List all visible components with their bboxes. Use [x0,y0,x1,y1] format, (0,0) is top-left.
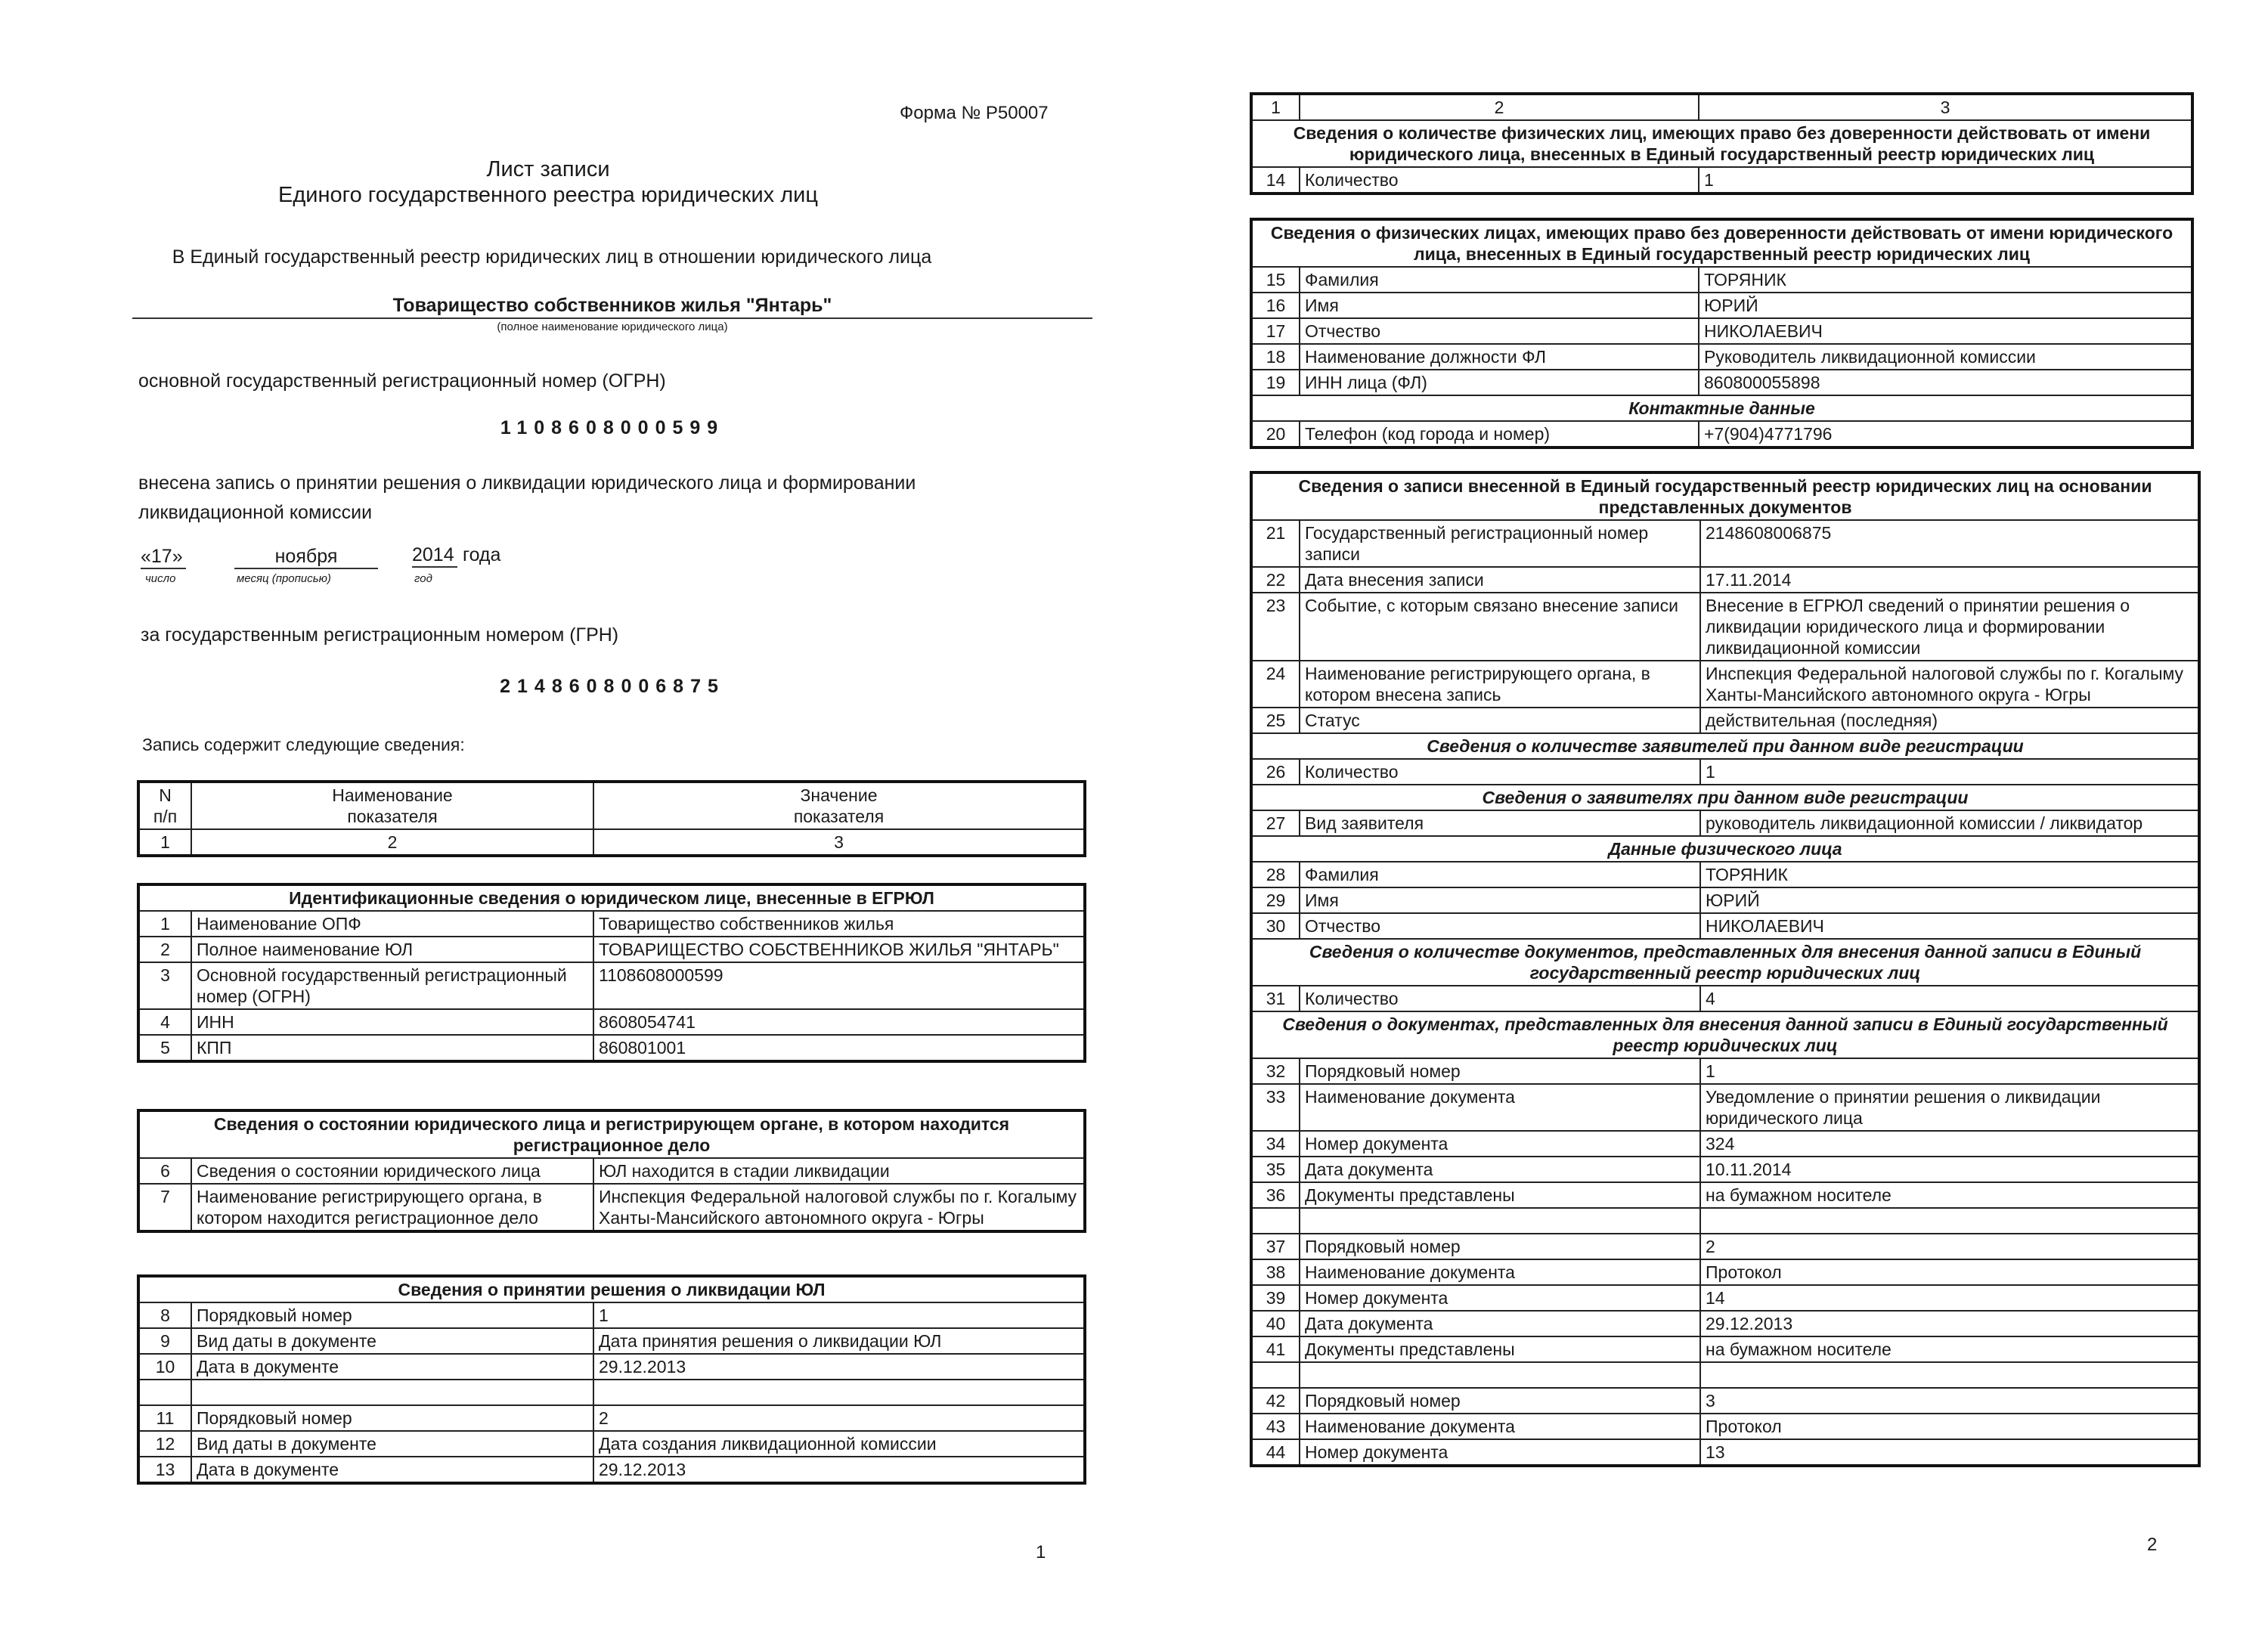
date-month: ноября [234,546,378,569]
row-number: 31 [1251,986,1300,1011]
row-name: Сведения о состоянии юридического лица [191,1158,593,1184]
table-row [1251,421,2192,448]
table-row [1251,1058,2199,1084]
row-name: Событие, с которым связано внесение записи [1300,593,1700,661]
row-number: 11 [138,1405,191,1431]
row-value: Дата принятия решения о ликвидации ЮЛ [593,1328,1085,1354]
row-value: ТОВАРИЩЕСТВО СОБСТВЕННИКОВ ЖИЛЬЯ "ЯНТАРЬ" [593,937,1085,962]
row-name: Количество [1300,986,1700,1011]
row-name: Порядковый номер [1300,1058,1700,1084]
row-value: 1 [1700,759,2199,785]
header-number: 2 [1300,94,1699,120]
row-value: 1 [1700,1058,2199,1084]
row-name: Наименование ОПФ [191,911,593,937]
row-value: 1108608000599 [593,962,1085,1009]
date-day: «17» [141,546,186,569]
row-value: 1 [1699,167,2192,194]
table-row [1251,1131,2199,1157]
row-number: 3 [138,962,191,1009]
row-number: 4 [138,1009,191,1035]
table-row [138,1457,1085,1483]
row-name: Дата в документе [191,1354,593,1380]
row-number: 6 [138,1158,191,1184]
row-number: 9 [138,1328,191,1354]
table-row [1251,344,2192,370]
table-row [138,1035,1085,1061]
row-name: Фамилия [1300,862,1700,887]
row-number: 28 [1251,862,1300,887]
table-row [138,1184,1085,1231]
row-number: 7 [138,1184,191,1231]
blank-row [1251,1362,2199,1388]
row-name: Телефон (код города и номер) [1300,421,1699,448]
row-name: Дата внесения записи [1300,567,1700,593]
section-title-row [1251,733,2199,759]
row-value: Протокол [1700,1259,2199,1285]
blank-cell [1251,1362,1300,1388]
table-row [1251,167,2192,194]
table-row [138,962,1085,1009]
table-row [1251,293,2192,318]
table-row [1251,1182,2199,1208]
row-value: руководитель ликвидационной комиссии / ликвидатор [1700,810,2199,836]
section-title: Контактные данные [1251,395,2192,421]
row-value: 1 [593,1302,1085,1328]
title-line-1: Лист записи [486,157,610,181]
row-name: Порядковый номер [1300,1388,1700,1414]
row-value: Дата создания ликвидационной комиссии [593,1431,1085,1457]
row-number: 1 [138,911,191,937]
row-name: Документы представлены [1300,1182,1700,1208]
row-number: 24 [1251,661,1300,708]
row-name: Фамилия [1300,267,1699,293]
header-number: 1 [1251,94,1300,120]
table-row [1251,520,2199,567]
count-table [1250,92,2194,195]
date-year-suffix: года [463,544,501,565]
row-value: Протокол [1700,1414,2199,1439]
blank-cell [1700,1208,2199,1234]
row-name: Дата в документе [191,1457,593,1483]
date-day-caption: число [145,572,176,585]
table-row [1251,318,2192,344]
row-number: 17 [1251,318,1300,344]
table-row [1251,708,2199,733]
row-number: 27 [1251,810,1300,836]
row-value: Руководитель ликвидационной комиссии [1699,344,2192,370]
table-row [1251,862,2199,887]
row-number: 23 [1251,593,1300,661]
row-number: 22 [1251,567,1300,593]
row-name: Наименование должности ФЛ [1300,344,1699,370]
table-row [1251,1336,2199,1362]
row-value: ЮРИЙ [1700,887,2199,913]
section-title: Сведения о физических лицах, имеющих право без доверенности действовать от имени юридического лица, внесенных в Единый государственный реестр юридических лиц [1251,219,2192,267]
blank-cell [138,1380,191,1405]
row-name: Вид даты в документе [191,1328,593,1354]
table-row [1251,567,2199,593]
header-number: 3 [593,829,1085,856]
row-number: 38 [1251,1259,1300,1285]
table-row [1251,267,2192,293]
row-value: НИКОЛАЕВИЧ [1699,318,2192,344]
row-value: 29.12.2013 [593,1457,1085,1483]
row-value: 10.11.2014 [1700,1157,2199,1182]
row-value: 13 [1700,1439,2199,1466]
table-row [1251,1234,2199,1259]
row-number: 30 [1251,913,1300,939]
row-number: 40 [1251,1311,1300,1336]
row-value: 324 [1700,1131,2199,1157]
row-name: Государственный регистрационный номер записи [1300,520,1700,567]
table-row [1251,661,2199,708]
page-number: 2 [2147,1535,2158,1555]
row-name: ИНН [191,1009,593,1035]
section-title-row [1251,1011,2199,1058]
date-year: 2014 [412,544,457,568]
header-cell: N п/п [138,782,191,829]
row-name: Наименование регистрирующего органа, в котором находится регистрационное дело [191,1184,593,1231]
row-value: действительная (последняя) [1700,708,2199,733]
row-name: Имя [1300,887,1700,913]
table-row [138,911,1085,937]
row-value: 8608054741 [593,1009,1085,1035]
row-number: 18 [1251,344,1300,370]
row-number: 43 [1251,1414,1300,1439]
row-value: ТОРЯНИК [1699,267,2192,293]
contains-text: Запись содержит следующие сведения: [142,735,465,754]
grn-label: за государственным регистрационным номером (ГРН) [141,624,619,646]
header-number-row [138,829,1085,856]
section-title-row [1251,395,2192,421]
row-name: Дата документа [1300,1157,1700,1182]
row-number: 41 [1251,1336,1300,1362]
row-name: Порядковый номер [191,1405,593,1431]
blank-cell [1300,1362,1700,1388]
row-name: Порядковый номер [191,1302,593,1328]
row-name: Наименование документа [1300,1414,1700,1439]
record-text-line-1: внесена запись о принятии решения о ликвидации юридического лица и формировании [138,472,916,494]
row-name: Имя [1300,293,1699,318]
row-name: Вид даты в документе [191,1431,593,1457]
row-number: 12 [138,1431,191,1457]
row-value: 17.11.2014 [1700,567,2199,593]
section-title: Сведения о состоянии юридического лица и регистрирующем органе, в котором находится регистрационное дело [138,1110,1085,1158]
row-number: 20 [1251,421,1300,448]
table-row [138,1302,1085,1328]
row-number: 35 [1251,1157,1300,1182]
header-number-row [1251,94,2192,120]
row-name: Дата документа [1300,1311,1700,1336]
row-number: 42 [1251,1388,1300,1414]
row-number: 25 [1251,708,1300,733]
row-name: Отчество [1300,913,1700,939]
blank-row [1251,1208,2199,1234]
row-number: 16 [1251,293,1300,318]
row-number: 39 [1251,1285,1300,1311]
header-cell: Значение показателя [593,782,1085,829]
row-value: +7(904)4771796 [1699,421,2192,448]
section-title-row [1251,472,2199,520]
form-number: Форма № Р50007 [900,103,1049,123]
page-2 [1134,0,2268,1629]
ident-table [137,883,1086,1063]
section-title-row [1251,120,2192,167]
row-number: 2 [138,937,191,962]
row-value: ЮЛ находится в стадии ликвидации [593,1158,1085,1184]
row-number: 5 [138,1035,191,1061]
row-name: Номер документа [1300,1131,1700,1157]
section-title-row [1251,785,2199,810]
header-number: 1 [138,829,191,856]
table-row [1251,1439,2199,1466]
blank-cell [593,1380,1085,1405]
decision-table [137,1274,1086,1485]
row-name: Номер документа [1300,1439,1700,1466]
row-number: 34 [1251,1131,1300,1157]
row-value: на бумажном носителе [1700,1182,2199,1208]
row-name: Порядковый номер [1300,1234,1700,1259]
row-number: 19 [1251,370,1300,395]
row-value: Товарищество собственников жилья [593,911,1085,937]
row-name: Основной государственный регистрационный номер (ОГРН) [191,962,593,1009]
row-value: 14 [1700,1285,2199,1311]
row-number: 32 [1251,1058,1300,1084]
row-name: Наименование регистрирующего органа, в котором внесена запись [1300,661,1700,708]
row-name: Полное наименование ЮЛ [191,937,593,962]
table-row [1251,759,2199,785]
section-title-row [138,1110,1085,1158]
row-number: 36 [1251,1182,1300,1208]
blank-row [138,1380,1085,1405]
row-value: 860800055898 [1699,370,2192,395]
row-value: Инспекция Федеральной налоговой службы по г. Когалыму Ханты-Мансийского автономного округа - Югры [1700,661,2199,708]
table-row [1251,1157,2199,1182]
row-name: Номер документа [1300,1285,1700,1311]
section-title-row [138,1276,1085,1302]
row-value: НИКОЛАЕВИЧ [1700,913,2199,939]
row-value: на бумажном носителе [1700,1336,2199,1362]
row-value: 29.12.2013 [1700,1311,2199,1336]
row-number: 14 [1251,167,1300,194]
title-line-2: Единого государственного реестра юридических лиц [278,183,818,207]
page-number: 1 [1036,1542,1046,1562]
section-title-row [138,884,1085,911]
row-value: Инспекция Федеральной налоговой службы по г. Когалыму Ханты-Мансийского автономного округа - Югры [593,1184,1085,1231]
section-title: Идентификационные сведения о юридическом лице, внесенные в ЕГРЮЛ [138,884,1085,911]
row-name: Количество [1300,167,1699,194]
row-value: 4 [1700,986,2199,1011]
section-title: Сведения о заявителях при данном виде регистрации [1251,785,2199,810]
header-cell: Наименование показателя [191,782,593,829]
date-month-caption: месяц (прописью) [237,572,331,585]
blank-cell [191,1380,593,1405]
row-name: Документы представлены [1300,1336,1700,1362]
row-value: Уведомление о принятии решения о ликвидации юридического лица [1700,1084,2199,1131]
blank-cell [1300,1208,1700,1234]
section-title-row [1251,219,2192,267]
blank-cell [1251,1208,1300,1234]
entity-name-caption: (полное наименование юридического лица) [497,321,728,333]
blank-cell [1700,1362,2199,1388]
row-number: 29 [1251,887,1300,913]
header-number: 2 [191,829,593,856]
row-name: ИНН лица (ФЛ) [1300,370,1699,395]
row-value: 3 [1700,1388,2199,1414]
row-number: 8 [138,1302,191,1328]
state-table [137,1109,1086,1233]
row-value: ТОРЯНИК [1700,862,2199,887]
table-row [138,1431,1085,1457]
row-name: Отчество [1300,318,1699,344]
table-row [138,1354,1085,1380]
row-value: ЮРИЙ [1699,293,2192,318]
section-title: Сведения о записи внесенной в Единый государственный реестр юридических лиц на основании представленных документов [1251,472,2199,520]
section-title: Сведения о документах, представленных для внесения данной записи в Единый государственный реестр юридических лиц [1251,1011,2199,1058]
table-row [1251,986,2199,1011]
row-value: 2 [1700,1234,2199,1259]
table-row [1251,1084,2199,1131]
table-row [1251,370,2192,395]
row-number: 13 [138,1457,191,1483]
entity-name: Товарищество собственников жилья "Янтарь" [392,295,832,316]
row-value: 860801001 [593,1035,1085,1061]
table-row [1251,1388,2199,1414]
header-table [137,780,1086,857]
row-value: 2 [593,1405,1085,1431]
persons-table [1250,218,2194,449]
row-name: Количество [1300,759,1700,785]
section-title-row [1251,836,2199,862]
header-number: 3 [1699,94,2192,120]
table-row [1251,1259,2199,1285]
row-number: 33 [1251,1084,1300,1131]
row-number: 15 [1251,267,1300,293]
section-title: Данные физического лица [1251,836,2199,862]
ogrn-label: основной государственный регистрационный номер (ОГРН) [138,370,666,392]
row-name: Статус [1300,708,1700,733]
header-row [138,782,1085,829]
table-row [138,937,1085,962]
row-value: Внесение в ЕГРЮЛ сведений о принятии решения о ликвидации юридического лица и формировании ликвидационной комиссии [1700,593,2199,661]
table-row [1251,1414,2199,1439]
table-row [1251,887,2199,913]
row-value: 29.12.2013 [593,1354,1085,1380]
table-row [138,1328,1085,1354]
table-row [138,1158,1085,1184]
ogrn-value: 1108608000599 [500,417,725,438]
row-number: 26 [1251,759,1300,785]
entity-name-line [132,317,1092,319]
table-row [1251,1311,2199,1336]
date-year-caption: год [414,572,432,585]
section-title: Сведения о принятии решения о ликвидации ЮЛ [138,1276,1085,1302]
row-name: Наименование документа [1300,1084,1700,1131]
record-table [1250,471,2201,1467]
table-row [1251,913,2199,939]
row-name: Вид заявителя [1300,810,1700,836]
table-row [138,1405,1085,1431]
row-number: 44 [1251,1439,1300,1466]
section-title: Сведения о количестве заявителей при данном виде регистрации [1251,733,2199,759]
row-value: 2148608006875 [1700,520,2199,567]
table-row [1251,593,2199,661]
row-number: 21 [1251,520,1300,567]
table-row [138,1009,1085,1035]
section-title-row [1251,939,2199,986]
table-row [1251,810,2199,836]
intro-text: В Единый государственный реестр юридических лиц в отношении юридического лица [172,246,932,268]
row-number: 10 [138,1354,191,1380]
row-number: 37 [1251,1234,1300,1259]
section-title: Сведения о количестве физических лиц, имеющих право без доверенности действовать от имени юридического лица, внесенных в Единый государственный реестр юридических лиц [1251,120,2192,167]
row-name: КПП [191,1035,593,1061]
section-title: Сведения о количестве документов, представленных для внесения данной записи в Единый государственный реестр юридических лиц [1251,939,2199,986]
record-text-line-2: ликвидационной комиссии [138,502,373,523]
grn-value: 2148608006875 [500,676,725,697]
table-row [1251,1285,2199,1311]
row-name: Наименование документа [1300,1259,1700,1285]
